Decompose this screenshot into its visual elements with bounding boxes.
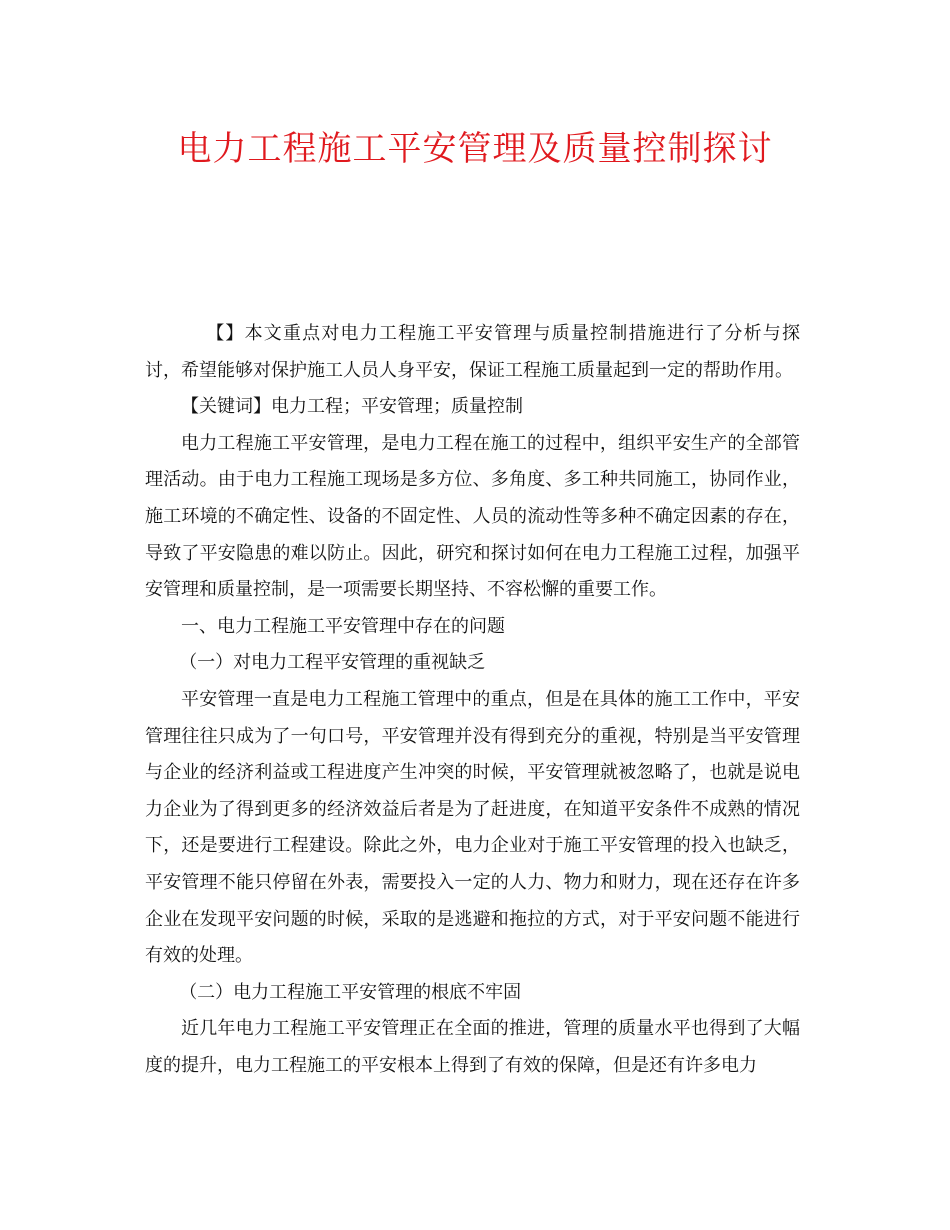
keywords-paragraph: 【关键词】电力工程；平安管理；质量控制: [181, 396, 523, 418]
abstract-paragraph: 【】本文重点对电力工程施工平安管理与质量控制措施进行了分析与探讨，希望能够对保护施工人员人身平安，保证工程施工质量起到一定的帮助作用。: [145, 323, 800, 381]
subsection-2-heading: （二）电力工程施工平安管理的根底不牢固: [179, 981, 522, 1003]
subsection-1-heading: （一）对电力工程平安管理的重视缺乏: [179, 652, 486, 674]
section-1-heading: 一、电力工程施工平安管理中存在的问题: [181, 615, 505, 637]
subsection-1-paragraph: 平安管理一直是电力工程施工管理中的重点，但是在具体的施工工作中，平安管理往往只成为了一句口号，平安管理并没有得到充分的重视，特别是当平安管理与企业的经济利益或工程进度产生冲突的时候，平安管理就被忽略了，也就是说电力企业为了得到更多的经济效益后者是为了赶进度，在知道平安条件不成熟的情况下，还是要进行工程建设。除此之外，电力企业对于施工平安管理的投入也缺乏，平安管理不能只停留在外表，需要投入一定的人力、物力和财力，现在还存在许多企业在发现平安问题的时候，采取的是逃避和拖拉的方式，对于平安问题不能进行有效的处理。: [145, 688, 800, 967]
subsection-2-paragraph: 近几年电力工程施工平安管理正在全面的推进，管理的质量水平也得到了大幅度的提升，电力工程施工的平安根本上得到了有效的保障，但是还有许多电力: [145, 1018, 800, 1076]
document-title: 电力工程施工平安管理及质量控制探讨: [177, 129, 773, 169]
document-body: [145, 316, 800, 1084]
intro-paragraph: 电力工程施工平安管理，是电力工程在施工的过程中，组织平安生产的全部管理活动。由于电力工程施工现场是多方位、多角度、多工种共同施工，协同作业，施工环境的不确定性、设备的不固定性、人员的流动性等多种不确定因素的存在，导致了平安隐患的难以防止。因此，研究和探讨如何在电力工程施工过程，加强平安管理和质量控制，是一项需要长期坚持、不容松懈的重要工作。: [145, 432, 800, 601]
